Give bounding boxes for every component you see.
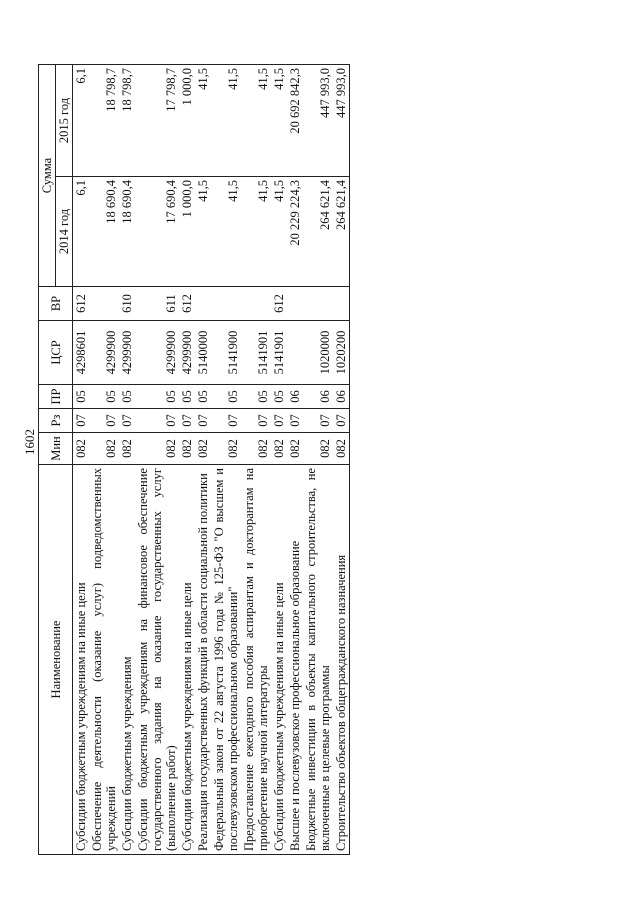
row-sum-2014: 264 621,4 bbox=[333, 177, 350, 287]
row-rz: 07 bbox=[303, 409, 333, 433]
row-min: 082 bbox=[119, 433, 135, 465]
row-sum-2015: 447 993,0 bbox=[333, 65, 350, 177]
row-rz: 07 bbox=[135, 409, 179, 433]
row-sum-2015: 20 692 842,3 bbox=[287, 65, 303, 177]
header-min: Мин bbox=[39, 433, 73, 465]
table-row bbox=[241, 65, 271, 855]
header-2015: 2015 год bbox=[56, 65, 73, 177]
row-name: Субсидии бюджетным учреждениям на иные цели bbox=[73, 465, 90, 855]
header-2014: 2014 год bbox=[56, 177, 73, 287]
row-sum-2014: 1 000,0 bbox=[179, 177, 195, 287]
row-sum-2015: 41,5 bbox=[195, 65, 211, 177]
row-min: 082 bbox=[211, 433, 241, 465]
budget-table bbox=[38, 64, 350, 855]
table-row bbox=[333, 65, 350, 855]
header-sum: Сумма bbox=[39, 65, 56, 287]
row-rz: 07 bbox=[241, 409, 271, 433]
header-rz: Рз bbox=[39, 409, 73, 433]
row-sum-2015: 41,5 bbox=[211, 65, 241, 177]
table-row bbox=[179, 65, 195, 855]
row-sum-2015: 6,1 bbox=[73, 65, 90, 177]
row-vr: 612 bbox=[73, 287, 90, 321]
row-name: Высшее и послевузовское профессиональное образование bbox=[287, 465, 303, 855]
table-row bbox=[271, 65, 287, 855]
row-min: 082 bbox=[287, 433, 303, 465]
row-sum-2014: 18 690,4 bbox=[119, 177, 135, 287]
row-csr: 1020200 bbox=[333, 321, 350, 385]
row-pr: 06 bbox=[303, 385, 333, 409]
header-name: Наименование bbox=[39, 465, 73, 855]
table-row bbox=[195, 65, 211, 855]
row-name: Реализация государственных функций в области социальной политики bbox=[195, 465, 211, 855]
header-row bbox=[39, 65, 56, 855]
table-body bbox=[73, 65, 350, 855]
row-min: 082 bbox=[89, 433, 119, 465]
row-pr: 05 bbox=[179, 385, 195, 409]
row-pr: 05 bbox=[135, 385, 179, 409]
row-sum-2015: 18 798,7 bbox=[89, 65, 119, 177]
row-csr: 5141901 bbox=[241, 321, 271, 385]
row-csr: 5141900 bbox=[211, 321, 241, 385]
row-pr: 05 bbox=[211, 385, 241, 409]
row-sum-2015: 41,5 bbox=[241, 65, 271, 177]
row-pr: 05 bbox=[271, 385, 287, 409]
row-sum-2014: 17 690,4 bbox=[135, 177, 179, 287]
row-rz: 07 bbox=[287, 409, 303, 433]
row-min: 082 bbox=[135, 433, 179, 465]
row-min: 082 bbox=[179, 433, 195, 465]
row-pr: 05 bbox=[119, 385, 135, 409]
row-rz: 07 bbox=[89, 409, 119, 433]
row-csr: 4298601 bbox=[73, 321, 90, 385]
row-min: 082 bbox=[303, 433, 333, 465]
table-row bbox=[73, 65, 90, 855]
row-vr: 610 bbox=[119, 287, 135, 321]
row-sum-2014: 20 229 224,3 bbox=[287, 177, 303, 287]
row-sum-2014: 41,5 bbox=[271, 177, 287, 287]
row-name: Обеспечение деятельности (оказание услуг) подведомственных учреждений bbox=[89, 465, 119, 855]
row-csr bbox=[287, 321, 303, 385]
header-pr: ПР bbox=[39, 385, 73, 409]
row-csr: 5141901 bbox=[271, 321, 287, 385]
row-name: Строительство объектов общегражданского назначения bbox=[333, 465, 350, 855]
header-csr: ЦСР bbox=[39, 321, 73, 385]
table-row bbox=[135, 65, 179, 855]
table-row bbox=[303, 65, 333, 855]
row-vr: 612 bbox=[271, 287, 287, 321]
table-row bbox=[119, 65, 135, 855]
row-vr bbox=[211, 287, 241, 321]
row-sum-2015: 41,5 bbox=[271, 65, 287, 177]
row-csr: 4299900 bbox=[135, 321, 179, 385]
row-name: Субсидии бюджетным учреждениям на иные цели bbox=[179, 465, 195, 855]
row-min: 082 bbox=[195, 433, 211, 465]
row-name: Субсидии бюджетным учреждениям на иные цели bbox=[271, 465, 287, 855]
row-vr: 612 bbox=[179, 287, 195, 321]
row-name: Предоставление ежегодного пособия аспирантам и докторантам на приобретение научной литературы bbox=[241, 465, 271, 855]
row-csr: 5140000 bbox=[195, 321, 211, 385]
row-sum-2014: 41,5 bbox=[211, 177, 241, 287]
row-rz: 07 bbox=[179, 409, 195, 433]
row-rz: 07 bbox=[211, 409, 241, 433]
row-csr: 4299900 bbox=[89, 321, 119, 385]
row-min: 082 bbox=[73, 433, 90, 465]
row-sum-2015: 18 798,7 bbox=[119, 65, 135, 177]
row-vr bbox=[303, 287, 333, 321]
row-vr: 611 bbox=[135, 287, 179, 321]
row-sum-2014: 18 690,4 bbox=[89, 177, 119, 287]
row-rz: 07 bbox=[195, 409, 211, 433]
row-sum-2014: 41,5 bbox=[241, 177, 271, 287]
row-vr bbox=[241, 287, 271, 321]
row-min: 082 bbox=[333, 433, 350, 465]
row-name: Бюджетные инвестиции в объекты капитального строительства, не включенные в целевые программы bbox=[303, 465, 333, 855]
row-vr bbox=[195, 287, 211, 321]
row-min: 082 bbox=[241, 433, 271, 465]
page-number: 1602 bbox=[22, 429, 37, 455]
row-vr bbox=[89, 287, 119, 321]
row-pr: 06 bbox=[287, 385, 303, 409]
row-csr: 1020000 bbox=[303, 321, 333, 385]
row-pr: 05 bbox=[89, 385, 119, 409]
table-row bbox=[89, 65, 119, 855]
row-min: 082 bbox=[271, 433, 287, 465]
table-row bbox=[287, 65, 303, 855]
row-rz: 07 bbox=[333, 409, 350, 433]
row-sum-2014: 6,1 bbox=[73, 177, 90, 287]
row-csr: 4299900 bbox=[119, 321, 135, 385]
row-sum-2015: 17 798,7 bbox=[135, 65, 179, 177]
row-vr bbox=[287, 287, 303, 321]
row-pr: 06 bbox=[333, 385, 350, 409]
header-vr: ВР bbox=[39, 287, 73, 321]
row-rz: 07 bbox=[271, 409, 287, 433]
row-pr: 05 bbox=[195, 385, 211, 409]
row-name: Федеральный закон от 22 августа 1996 года № 125-ФЗ "О высшем и послевузовском профессиональном образовании" bbox=[211, 465, 241, 855]
row-pr: 05 bbox=[73, 385, 90, 409]
row-name: Субсидии бюджетным учреждениям на финансовое обеспечение государственного задания на оказание государственных услуг (выполнение работ) bbox=[135, 465, 179, 855]
row-sum-2015: 1 000,0 bbox=[179, 65, 195, 177]
table-row bbox=[211, 65, 241, 855]
row-rz: 07 bbox=[119, 409, 135, 433]
row-vr bbox=[333, 287, 350, 321]
row-pr: 05 bbox=[241, 385, 271, 409]
row-sum-2014: 41,5 bbox=[195, 177, 211, 287]
row-name: Субсидии бюджетным учреждениям bbox=[119, 465, 135, 855]
row-csr: 4299900 bbox=[179, 321, 195, 385]
row-sum-2015: 447 993,0 bbox=[303, 65, 333, 177]
row-rz: 07 bbox=[73, 409, 90, 433]
row-sum-2014: 264 621,4 bbox=[303, 177, 333, 287]
